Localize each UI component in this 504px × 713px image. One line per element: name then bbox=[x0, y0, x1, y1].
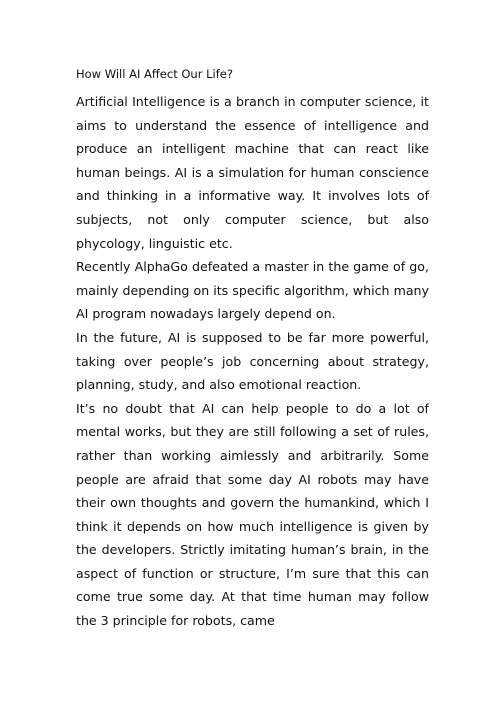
paragraph-alphago: Recently AlphaGo defeated a master in the game of go, mainly depending on its specific algorithm, which many AI program nowadays largely depend on. bbox=[76, 259, 429, 322]
document-title: How Will AI Affect Our Life? bbox=[76, 67, 233, 81]
paragraph-future: In the future, AI is supposed to be far more powerful, taking over people’s job concerning about strategy, planning, study, and also emotional reaction. bbox=[76, 329, 429, 393]
document-page bbox=[76, 66, 429, 633]
paragraph-ai-definition: Artificial Intelligence is a branch in computer science, it aims to understand the essence of intelligence and produce an intelligent machine that can react like human beings. AI is a simulation for human conscience and thinking in a informative way. It involves lots of subjects, not only computer science, but also phycology, linguistic etc. bbox=[76, 94, 429, 251]
paragraph-mental-works: It’s no doubt that AI can help people to do a lot of mental works, but they are still following a set of rules, rather than working aimlessly and arbitrarily. Some people are afraid that some day AI robots may have their own thoughts and govern the humankind, which I think it depends on how much intelligence is given by the developers. Strictly imitating human’s brain, in the aspect of function or structure, I’m sure that this can come true some day. At that time human may follow the 3 principle for robots, came bbox=[76, 400, 429, 629]
